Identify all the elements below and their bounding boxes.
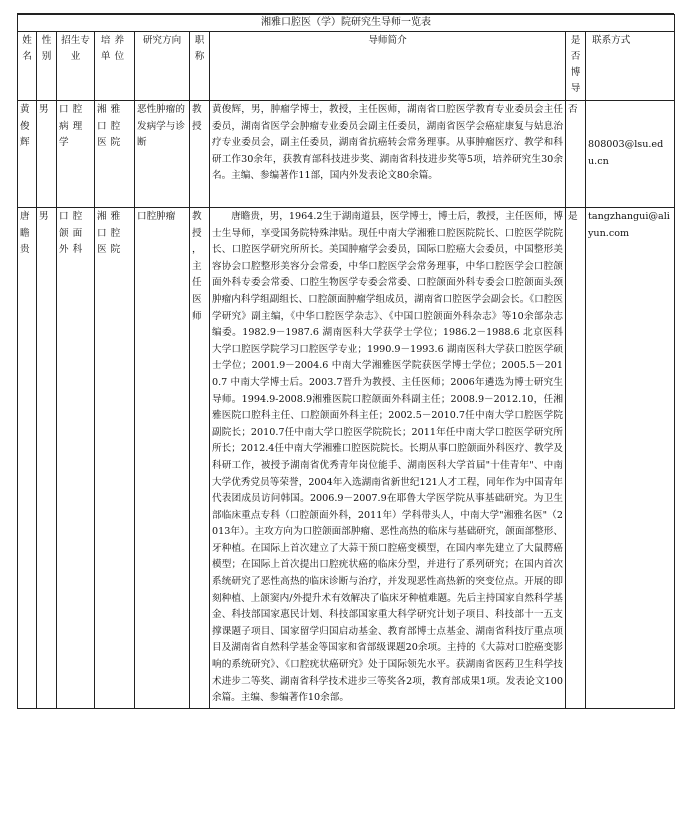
tutor-intro: 唐瞻贵，男，1964.2生于湖南道县，医学博士，博士后，教授，主任医师，博士生导师，享受国务院特殊津贴。现任中南大学湘雅口腔医院院长、口腔医学院院长、口腔医学研究所所长。美国肿瘤学会委员，国际口腔癌大会委员，中国整形美容协会口腔整形美容分会常委，中华口腔医学会常务理事，中华口腔医学会口腔颌面外科专委会常委、口腔生物医学专委会常委、口腔颌面外科专委会口腔颌面头颈肿瘤内科学组副组长、口腔颌面肿瘤学组成员，湖南省口腔医学会副会长。《口腔医学研究》副主编，《中华口腔医学杂志》、《中国口腔颌面外科杂志》等10余部杂志编委。1982.9－1987.6 湖南医科大学获学士学位；1986.2－1988.6 北京医科大学口腔医学院学习口腔医学专业；1990.9－1993.6 湖南医科大学获口腔医学硕士学位；2001.9－2004.6 中南大学湘雅医学院获医学博士学位；2005.5－2010.7 中南大学博士后。2003.7晋升为教授、主任医师；2006年遴选为博士研究生导师。1994.9-2008.9湘雅医院口腔颌面外科副主任；2008.9－2012.10，任湘雅医院口腔科主任、口腔颌面外科主任；2002.5－2010.7任中南大学口腔医学院副院长；2010.7任中南大学口腔医学院院长；2011年任中南大学口腔医学研究所所长；2012.4任中南大学湘雅口腔医院院长。长期从事口腔颌面外科医疗、教学及科研工作，被授予湖南省优秀青年岗位能手、湖南医科大学首届"十佳青年"、中南大学优秀党员等荣誉，2004年入选湖南省新世纪121人才工程，同年作为中国青年代表团成员访问韩国。2006.9－2007.9在耶鲁大学医学院从事基础研究。为卫生部临床重点专科（口腔颌面外科，2011年）学科带头人，中南大学"湘雅名医"（2013年）。主攻方向为口腔颌面部肿瘤、恶性高热的临床与基础研究，颌面部整形、牙种植。在国际上首次建立了大蒜干预口腔癌变模型，在国内率先建立了大鼠腭癌模型；在国际上首次提出口腔疣状癌的临床分型，并进行了系列研究；在国内首次系统研究了恶性高热的临床诊断与治疗，并发现恶性高热新的突变位点。开展的即刻种植、上颌窦内/外提升术有效解决了临床牙种植难题。先后主持国家自然科学基金、科技部国家惠民计划、科技部国家重大科学研究计划子项目、科技部十一五支撑课题子项目、国家留学归国启动基金、教育部博士点基金、湖南省科技厅重点项目及湖南省自然科学基金等国家和省部级课题20余项。主持的《大蒜对口腔癌变影响的系统研究》、《口腔疣状癌研究》处于国际领先水平。获湖南省医药卫生科学技术进步二等奖、湖南省科学技术进步三等奖各2项，教育部成果1项。发表论文100余篇。主编、参编著作10余部。 <box>212 211 563 704</box>
table-title: 湘雅口腔医（学）院研究生导师一览表 <box>18 15 675 32</box>
table-row <box>18 208 675 709</box>
header-row <box>18 32 675 101</box>
tutor-name: 唐瞻贵 <box>18 208 37 709</box>
tutor-contact: 808003@lsu.edu.cn <box>586 101 675 208</box>
table-title-row <box>18 15 675 32</box>
tutor-intro-cell <box>210 208 566 709</box>
tutor-gender: 男 <box>37 101 57 208</box>
tutor-roster-sheet <box>17 13 674 709</box>
tutor-contact: tangzhangui@aliyun.com <box>586 208 675 709</box>
tutor-name: 黄俊辉 <box>18 101 37 208</box>
tutor-table <box>17 14 675 709</box>
header-rank: 职称 <box>190 32 210 101</box>
tutor-unit: 湘雅口腔医院 <box>95 101 135 208</box>
tutor-direction: 口腔肿瘤 <box>135 208 190 709</box>
tutor-doctoral: 否 <box>566 101 586 208</box>
tutor-major: 口腔颌面外科 <box>57 208 95 709</box>
header-major: 招生专业 <box>57 32 95 101</box>
table-row <box>18 101 675 208</box>
tutor-intro: 黄俊辉，男，肿瘤学博士，教授，主任医师，湖南省口腔医学教育专业委员会主任委员，湖南省医学会肿瘤专业委员会副主任委员，湖南省医学会癌症康复与姑息治疗专业委员会，副主任委员，湖南省抗癌转会常务理事。从事肿瘤医疗、教学和科研工作30余年，获教育部科技进步奖、湖南省科技进步奖等5项，培养研究生30余名。主编、参编著作11部，国内外发表论文80余篇。 <box>210 101 566 208</box>
header-intro: 导师简介 <box>210 32 566 101</box>
tutor-unit: 湘雅口腔医院 <box>95 208 135 709</box>
header-direction: 研究方向 <box>135 32 190 101</box>
header-name: 姓名 <box>18 32 37 101</box>
tutor-rank: 教授 <box>190 101 210 208</box>
tutor-doctoral: 是 <box>566 208 586 709</box>
header-gender: 性别 <box>37 32 57 101</box>
tutor-gender: 男 <box>37 208 57 709</box>
header-contact: 联系方式 <box>586 32 675 101</box>
tutor-major: 口腔病理学 <box>57 101 95 208</box>
header-unit: 培养单位 <box>95 32 135 101</box>
tutor-direction: 恶性肿瘤的发病学与诊断 <box>135 101 190 208</box>
tutor-rank: 教授，主任医师 <box>190 208 210 709</box>
header-doctoral: 是否博导 <box>566 32 586 101</box>
